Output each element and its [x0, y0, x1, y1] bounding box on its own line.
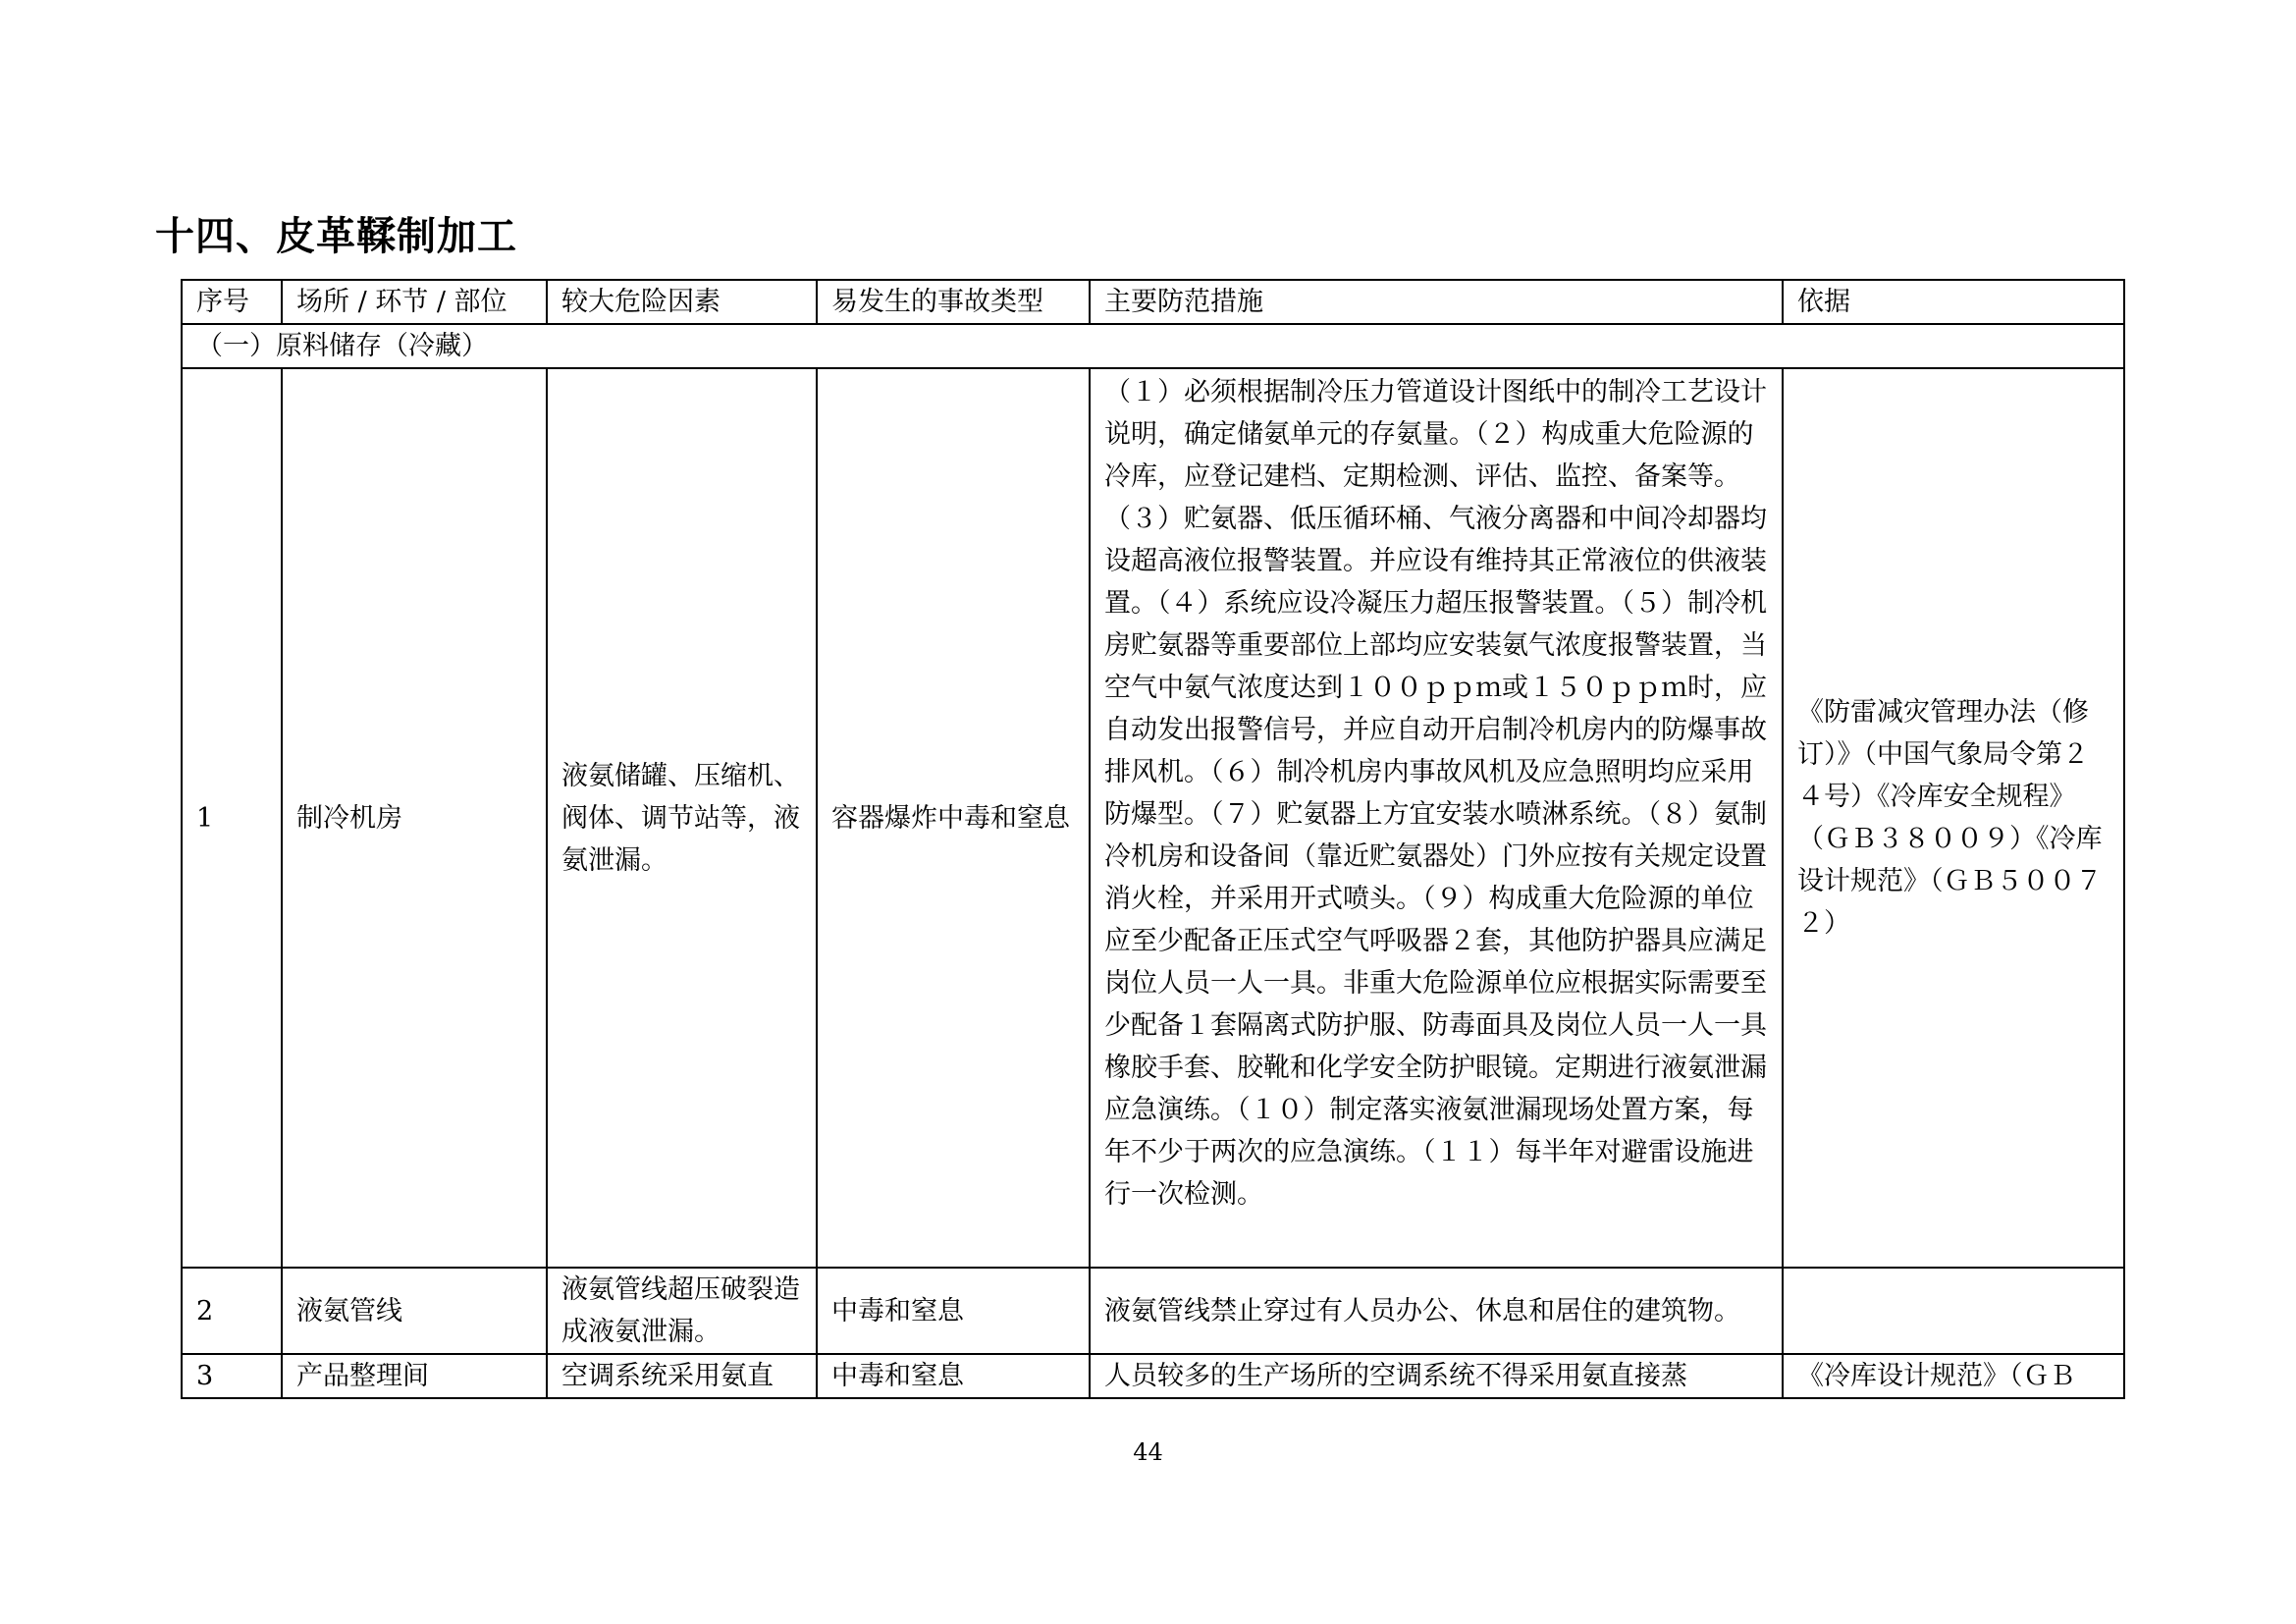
header-basis: 依据 [1783, 280, 2124, 324]
header-accident: 易发生的事故类型 [817, 280, 1090, 324]
row-hazard: 液氨储罐、压缩机、阀体、调节站等，液氨泄漏。 [547, 368, 817, 1268]
header-hazard: 较大危险因素 [547, 280, 817, 324]
row-no: 3 [182, 1354, 282, 1398]
page-number: 44 [1133, 1438, 1163, 1466]
row-basis [1783, 1268, 2124, 1354]
table-row [182, 1268, 2124, 1354]
header-location: 场所 / 环节 / 部位 [282, 280, 547, 324]
header-measures: 主要防范措施 [1090, 280, 1783, 324]
row-basis: 《冷库设计规范》（ＧＢ [1783, 1354, 2124, 1398]
row-accident: 中毒和窒息 [817, 1268, 1090, 1354]
row-no: 1 [182, 368, 282, 1268]
row-measures: 人员较多的生产场所的空调系统不得采用氨直接蒸 [1090, 1354, 1783, 1398]
table-row [182, 368, 2124, 1268]
row-hazard: 空调系统采用氨直 [547, 1354, 817, 1398]
section-title: （一）原料储存（冷藏） [182, 324, 2124, 368]
row-location: 制冷机房 [282, 368, 547, 1268]
header-no: 序号 [182, 280, 282, 324]
row-accident: 容器爆炸中毒和窒息 [817, 368, 1090, 1268]
row-hazard: 液氨管线超压破裂造成液氨泄漏。 [547, 1268, 817, 1354]
row-location: 液氨管线 [282, 1268, 547, 1354]
risk-table [181, 279, 2125, 1399]
row-measures: （１）必须根据制冷压力管道设计图纸中的制冷工艺设计说明，确定储氨单元的存氨量。（２）构成重大危险源的冷库，应登记建档、定期检测、评估、监控、备案等。（３）贮氨器、低压循环桶、气液分离器和中间冷却器均设超高液位报警装置。并应设有维持其正常液位的供液装置。（４）系统应设冷凝压力超压报警装置。（５）制冷机房贮氨器等重要部位上部均应安装氨气浓度报警装置，当空气中氨气浓度达到１００ｐｐｍ或１５０ｐｐｍ时，应自动发出报警信号，并应自动开启制冷机房内的防爆事故排风机。（６）制冷机房内事故风机及应急照明均应采用防爆型。（７）贮氨器上方宜安装水喷淋系统。（８）氨制冷机房和设备间（靠近贮氨器处）门外应按有关规定设置消火栓，并采用开式喷头。（９）构成重大危险源的单位应至少配备正压式空气呼吸器２套，其他防护器具应满足岗位人员一人一具。非重大危险源单位应根据实际需要至少配备１套隔离式防护服、防毒面具及岗位人员一人一具橡胶手套、胶靴和化学安全防护眼镜。定期进行液氨泄漏应急演练。（１０）制定落实液氨泄漏现场处置方案，每年不少于两次的应急演练。（１１）每半年对避雷设施进行一次检测。 [1090, 368, 1783, 1268]
row-no: 2 [182, 1268, 282, 1354]
row-basis: 《防雷减灾管理办法（修订）》（中国气象局令第２４号）《冷库安全规程》（ＧＢ３８００９）《冷库设计规范》（ＧＢ５００７２） [1783, 368, 2124, 1268]
row-location: 产品整理间 [282, 1354, 547, 1398]
row-accident: 中毒和窒息 [817, 1354, 1090, 1398]
section-row [182, 324, 2124, 368]
page-title: 十四、皮革鞣制加工 [155, 214, 517, 259]
table-row [182, 1354, 2124, 1398]
row-measures: 液氨管线禁止穿过有人员办公、休息和居住的建筑物。 [1090, 1268, 1783, 1354]
table-header-row [182, 280, 2124, 324]
